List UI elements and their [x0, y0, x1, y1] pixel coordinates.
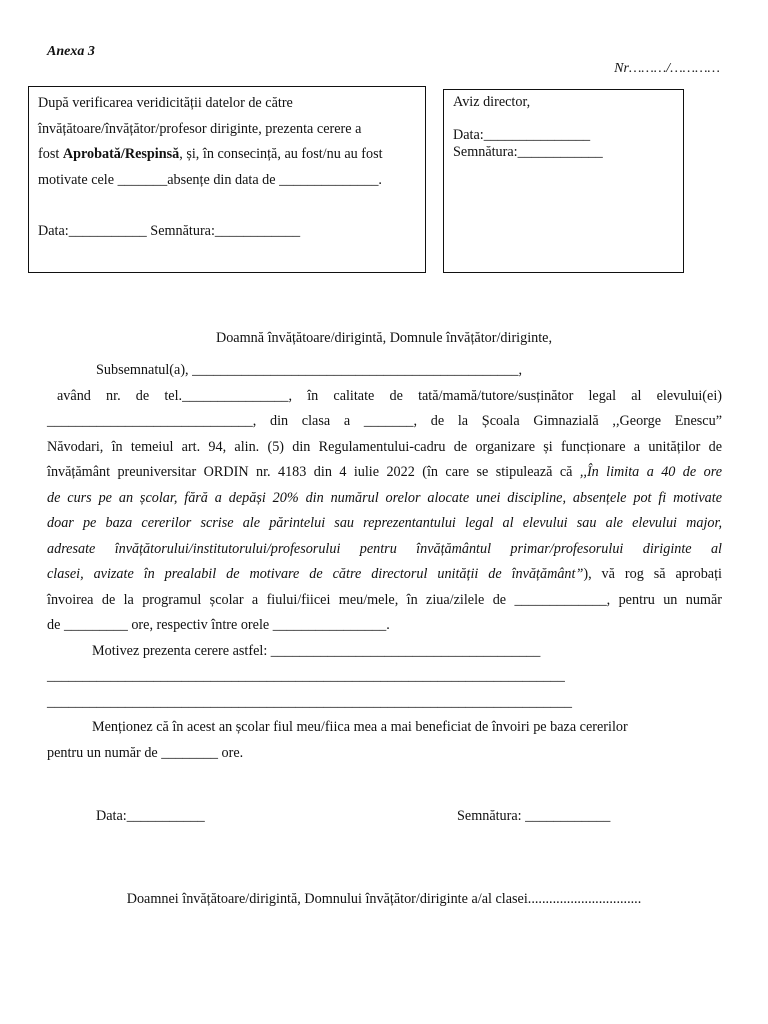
approval-status: Aprobată/Respinsă [62, 146, 180, 162]
director-date: Data:_______________ [453, 127, 591, 143]
request-line-2: având nr. de tel._______________, în calitate de tată/mamă/tutore/susținător legal al elevului(ei) [57, 387, 722, 404]
approval-signature-line: Data:___________ Semnătura:____________ [38, 222, 301, 239]
quote-line-6: de curs pe an școlar, fără a depăși 20% din numărul orelor alocate unei discipline, absențele pot fi motivate [47, 489, 722, 506]
approval-line-3-suffix: , și, în consecință, au fost/nu au fost [179, 146, 383, 162]
director-box [443, 89, 684, 273]
motivation-line-2: _________________________________________________________________________ [47, 668, 565, 684]
request-line-9 [47, 562, 722, 588]
request-line-5 [47, 460, 722, 486]
director-signature: Semnătura:____________ [453, 143, 603, 160]
approval-spacer [38, 193, 416, 219]
director-spacer [453, 111, 678, 128]
footer-signature: Semnătura: ____________ [457, 808, 611, 824]
mention-line-1: Menționez că în acest an școlar fiul meu/fiica mea a mai beneficiat de învoiri pe baza cererilor [92, 719, 628, 735]
request-line-5-text: învățământ preuniversitar ORDIN nr. 4183 din 4 iulie 2022 (în care se stipulează că [47, 464, 580, 480]
motivation-line-1: Motivez prezenta cerere astfel: ______________________________________ [92, 642, 541, 659]
approval-line-3-prefix: fost [38, 146, 63, 162]
approval-line-2: învățătoare/învățător/profesor diriginte, prezenta cerere a [38, 120, 362, 137]
quote-line-8: adresate învățătorului/institutorului/profesorului pentru învățământul primar/profesorului diriginte al [47, 540, 722, 557]
approval-line-1: După verificarea veridicității datelor de către [38, 95, 293, 111]
request-line-10: învoirea de la programul școlar a fiului/fiicei meu/mele, în ziua/zilele de _____________, pentru un număr [47, 591, 722, 608]
mention-line-2: pentru un număr de ________ ore. [47, 744, 244, 761]
quote-line-9: clasei, avizate în prealabil de motivare de către directorul unității de învățământ” [47, 566, 584, 582]
request-line-4: Năvodari, în temeiul art. 94, alin. (5) din Regulamentului-cadru de organizare și funcționare a unităților de [47, 438, 722, 455]
request-line-1-text: Subsemnatul(a), ______________________________________________, [96, 362, 522, 378]
motivation-line-3: __________________________________________________________________________ [47, 693, 572, 710]
approval-box [28, 86, 426, 273]
director-title: Aviz director, [453, 94, 531, 110]
footer-date: Data:___________ [96, 808, 205, 824]
salutation: Doamnă învățătoare/dirigintă, Domnule învățător/diriginte, [215, 330, 553, 346]
annex-label: Anexa 3 [47, 44, 95, 59]
quote-line-7: doar pe baza cererilor scrise ale părintelui sau reprezentantului legal al elevului sau ale elevului major, [47, 515, 722, 531]
request-line-3: _____________________________, din clasa a _______, de la Școala Gimnazială ,,George Enescu” [47, 413, 722, 429]
approval-line-3 [38, 142, 416, 168]
request-line-1 [47, 358, 722, 384]
addressee-line: Doamnei învățătoare/dirigintă, Domnului învățător/diriginte a/al clasei................................ [126, 891, 642, 907]
approval-line-4: motivate cele _______absențe din data de ______________. [38, 171, 382, 188]
request-line-11: de _________ ore, respectiv între orele ________________. [47, 617, 390, 633]
request-body [47, 358, 722, 766]
registration-number: Nr………/………… [614, 61, 720, 76]
request-line-9-suffix: ), vă rog să aprobați [583, 566, 722, 582]
quote-start: ,,În limita a 40 de ore [579, 464, 722, 480]
